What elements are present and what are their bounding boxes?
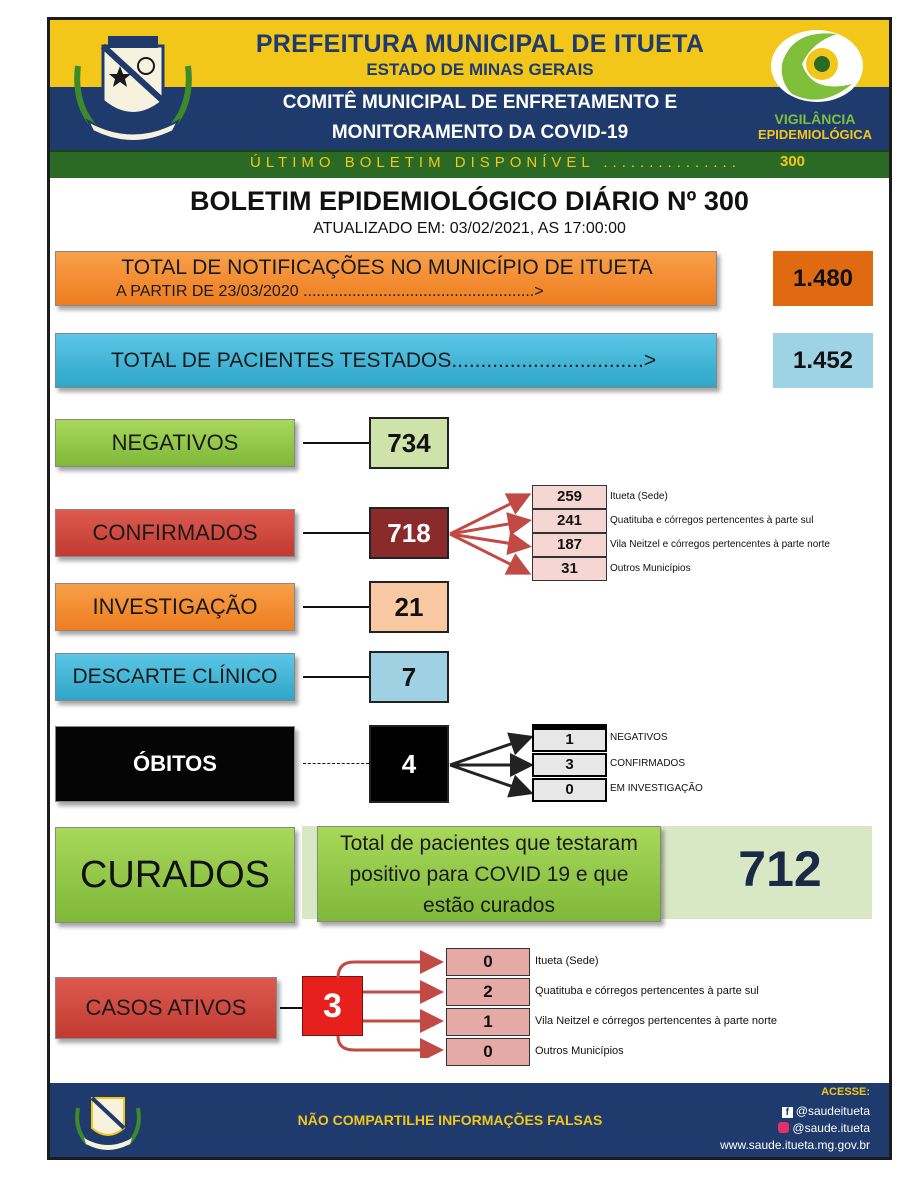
cured-value: 712 <box>738 841 822 897</box>
deaths-breakdown-2-value: 0 <box>532 778 607 802</box>
facebook-icon: f <box>782 1107 793 1118</box>
negatives-value: 734 <box>369 417 449 469</box>
footer-instagram-handle: @saude.itueta <box>792 1121 870 1135</box>
confirmed-breakdown-1-value: 241 <box>532 509 607 533</box>
deaths-connector <box>303 763 369 764</box>
committee-line-2: MONITORAMENTO DA COVID-19 <box>331 122 629 143</box>
investigation-bar <box>55 583 295 631</box>
deaths-value: 4 <box>369 725 449 803</box>
tested-label: TOTAL DE PACIENTES TESTADOS.................................> <box>111 349 657 372</box>
cured-bar <box>55 827 295 923</box>
footer-instagram[interactable] <box>720 1121 870 1135</box>
last-bulletin-label: ÚLTIMO BOLETIM DISPONÍVEL ............... <box>250 154 741 171</box>
municipal-coat-of-arms-icon <box>68 26 198 144</box>
notifications-value: 1.480 <box>773 251 873 306</box>
active-breakdown-0-label: Itueta (Sede) <box>535 955 599 967</box>
investigation-connector <box>303 606 369 608</box>
clinical-discard-label: DESCARTE CLÍNICO <box>72 665 278 688</box>
confirmed-connector <box>303 532 369 534</box>
deaths-breakdown-0-label: NEGATIVOS <box>610 732 668 743</box>
deaths-breakdown-2-label: EM INVESTIGAÇÃO <box>610 783 703 794</box>
confirmed-breakdown-0-label: Itueta (Sede) <box>610 491 668 502</box>
confirmed-breakdown-3-value: 31 <box>532 557 607 581</box>
cured-label: CURADOS <box>79 854 271 896</box>
deaths-breakdown-1-value: 3 <box>532 753 607 777</box>
confirmed-breakdown-2-label: Vila Neitzel e córregos pertencentes à parte norte <box>610 539 830 550</box>
deaths-arrows <box>448 724 533 804</box>
confirmed-bar <box>55 509 295 557</box>
negatives-bar <box>55 419 295 467</box>
active-value: 3 <box>302 976 363 1036</box>
cured-description: Total de pacientes que testaram positivo para COVID 19 e que estão curados <box>340 831 638 917</box>
deaths-bar <box>55 726 295 802</box>
footer-coat-of-arms-icon <box>72 1088 144 1152</box>
investigation-value: 21 <box>369 581 449 633</box>
deaths-breakdown-1-label: CONFIRMADOS <box>610 758 685 769</box>
tested-bar <box>55 333 717 388</box>
footer-warning: NÃO COMPARTILHE INFORMAÇÕES FALSAS <box>297 1112 603 1128</box>
notifications-label-line-2: A PARTIR DE 23/03/2020 ....................................................> <box>116 283 544 300</box>
investigation-label: INVESTIGAÇÃO <box>92 594 258 619</box>
active-breakdown-1-label: Quatituba e córregos pertencentes à parte sul <box>535 985 759 997</box>
active-breakdown-1-value: 2 <box>446 978 530 1006</box>
active-breakdown-2-value: 1 <box>446 1008 530 1036</box>
confirmed-breakdown-1-label: Quatituba e córregos pertencentes à parte sul <box>610 515 814 526</box>
footer-facebook-handle: @saudeitueta <box>795 1104 870 1118</box>
confirmed-breakdown-2-value: 187 <box>532 533 607 557</box>
active-breakdown-2-label: Vila Neitzel e córregos pertencentes à parte norte <box>535 1015 777 1027</box>
active-connector <box>280 1007 304 1009</box>
header-subtitle: ESTADO DE MINAS GERAIS <box>366 60 594 79</box>
vigilancia-logo-icon <box>762 24 872 108</box>
instagram-icon <box>778 1122 789 1133</box>
notifications-label-line-1: TOTAL DE NOTIFICAÇÕES NO MUNICÍPIO DE ITUETA <box>121 256 653 279</box>
confirmed-arrows <box>448 482 533 587</box>
negatives-connector <box>303 442 369 444</box>
clinical-discard-connector <box>303 676 369 678</box>
active-breakdown-3-label: Outros Municípios <box>535 1045 624 1057</box>
confirmed-label: CONFIRMADOS <box>92 520 258 545</box>
deaths-breakdown-0-value: 1 <box>532 728 607 752</box>
confirmed-breakdown-3-label: Outros Municípios <box>610 563 691 574</box>
committee-line-1: COMITÊ MUNICIPAL DE ENFRETAMENTO E <box>282 92 678 113</box>
tested-value: 1.452 <box>773 333 873 388</box>
active-breakdown-0-value: 0 <box>446 948 530 976</box>
notifications-bar <box>55 251 717 306</box>
clinical-discard-bar <box>55 653 295 701</box>
footer-facebook[interactable] <box>720 1104 870 1118</box>
footer-website[interactable]: www.saude.itueta.mg.gov.br <box>720 1138 870 1152</box>
confirmed-breakdown-0-value: 259 <box>532 485 607 509</box>
bulletin-title: BOLETIM EPIDEMIOLÓGICO DIÁRIO Nº 300 <box>190 186 749 216</box>
logo-brand-line-2: EPIDEMIOLÓGICA <box>757 127 873 142</box>
confirmed-value: 718 <box>369 507 449 559</box>
last-bulletin-number: 300 <box>780 153 806 170</box>
negatives-label: NEGATIVOS <box>111 430 239 455</box>
footer-access-label: ACESSE: <box>821 1086 870 1098</box>
bulletin-frame <box>47 17 892 1160</box>
active-bar <box>55 977 277 1039</box>
clinical-discard-value: 7 <box>369 651 449 703</box>
active-label: CASOS ATIVOS <box>85 995 247 1020</box>
active-breakdown-3-value: 0 <box>446 1038 530 1066</box>
deaths-label: ÓBITOS <box>133 751 217 776</box>
bulletin-updated: ATUALIZADO EM: 03/02/2021, AS 17:00:00 <box>313 220 626 237</box>
logo-brand-line-1: VIGILÂNCIA <box>774 111 856 127</box>
active-arrows <box>330 948 450 1058</box>
header-title: PREFEITURA MUNICIPAL DE ITUETA <box>255 30 705 58</box>
cured-description-box <box>317 826 661 922</box>
